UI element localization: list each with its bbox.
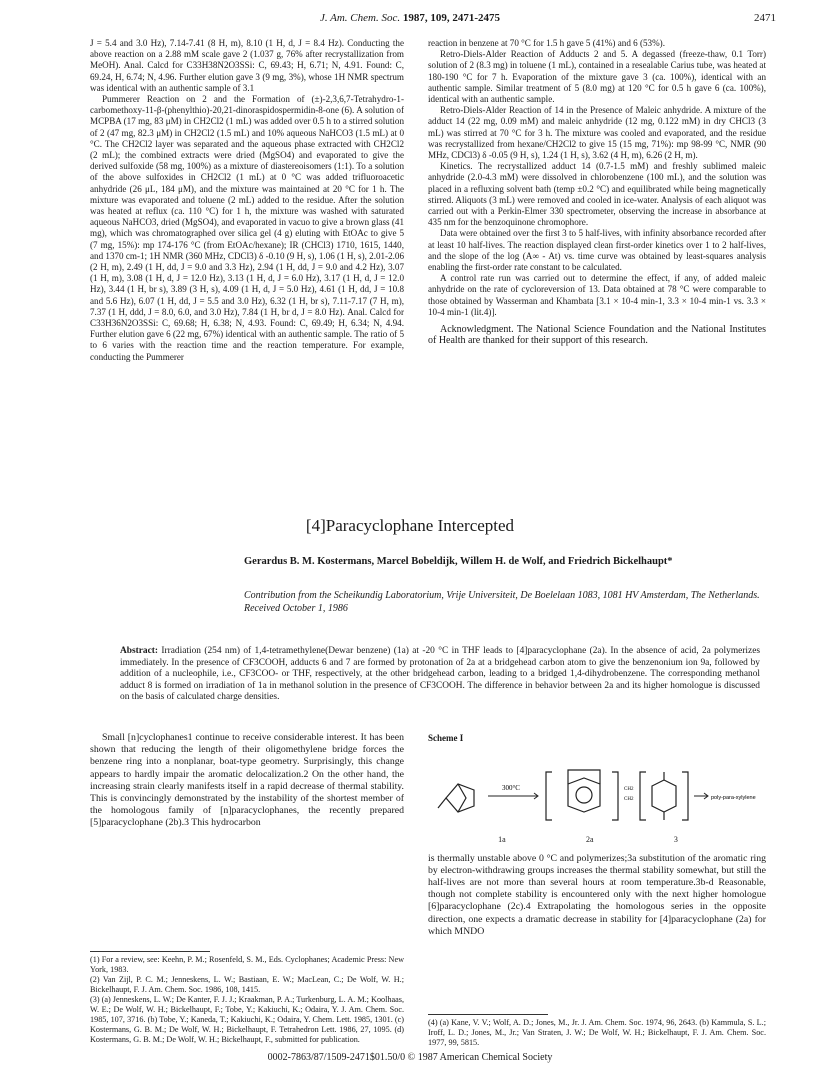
- footnotes-right: [428, 1018, 766, 1048]
- product-label: poly-para-xylylene: [711, 795, 756, 802]
- svg-text:CH2: CH2: [624, 797, 634, 803]
- footnote-rule-right: [428, 1014, 548, 1015]
- paragraph: Retro-Diels-Alder Reaction of 14 in the Presence of Maleic anhydride. A mixture of the adduct 14 (22 mg, 0.09 mM) and maleic anhydride (12 mg, 0.122 mM) in dry CHCl3 (3 mL) was stirred at 70 °C for 3 h. The mixture was cooled and evaporated, and the residue was recrystallized from hexane/CH2Cl2 to give 15 (15 mg, 71%): mp 98-99 °C, NMR (90 MHz, CDCl3) δ -0.05 (9 H, s), 1.24 (1 H, s), 3.62 (4 H, m), 6.26 (2 H, m).: [428, 105, 766, 161]
- compound-label: 2a: [585, 835, 594, 845]
- right-column-top: [428, 38, 766, 376]
- footnotes-left: [90, 955, 404, 1045]
- left-column-body: [90, 732, 404, 830]
- paragraph: Data were obtained over the first 3 to 5 half-lives, with infinity absorbance recorded after at least 10 half-lives. The reaction displayed clean first-order kinetics over 1 to 2 half-lives, and the slope of the log (A∞ - At) vs. time curve was obtained by least-squares analysis enabling the first-order rate constant to be calculated.: [428, 228, 766, 273]
- reaction-arrow-2: [694, 793, 708, 799]
- scheme-figure: [428, 750, 766, 830]
- bracket-left-2: [640, 772, 646, 820]
- body-paragraph: is thermally unstable above 0 °C and polymerizes;3a substitution of the aromatic ring by electron-withdrawing groups increases the thermal stability somewhat, but still the half-lives are not more than several hours at room temperature.3b-d Reasonable, though not complete stability is encountered only with the next higher homologue [6]paracyclophane (2c).4 Extrapolating the homologous series in the opposite direction, one expects a dramatic decrease in stability for [4]paracyclophane (2a) for which MNDO: [428, 852, 766, 937]
- dewar-benzene-structure: [438, 784, 474, 812]
- article-authors: Gerardus B. M. Kostermans, Marcel Bobeldijk, Willem H. de Wolf, and Friedrich Bickelhaupt*: [244, 556, 673, 567]
- paragraph: J = 5.4 and 3.0 Hz), 7.14-7.41 (8 H, m), 8.10 (1 H, d, J = 8.4 Hz). Conducting the above reaction on a 2.88 mM scale gave 2 (1.037 g, 76% after recrystallization from MeOH). Anal. Calcd for C33H38N2O3SSi: C, 69.43; H, 6.71; N, 4.91. Found: C, 69.24, H, 6.74; N, 4.96. Further elution gave 3 (9 mg, 3%), whose 1H NMR spectrum was identical with an authentic sample of 3.1: [90, 38, 404, 93]
- svg-text:CH2: CH2: [624, 787, 634, 793]
- footnote: (2) Van Zijl, P. C. M.; Jenneskens, L. W.; Bastiaan, E. W.; MacLean, C.; De Wolf, W. H.; Bickelhaupt, F. J. Am. Chem. Soc. 1986, 108, 1415.: [90, 975, 404, 994]
- xylylene-structure: [652, 772, 676, 820]
- journal-name: J. Am. Chem. Soc.: [319, 12, 401, 24]
- left-column-top: [90, 38, 404, 376]
- paracyclophane-structure: [568, 770, 600, 812]
- paragraph: Retro-Diels-Alder Reaction of Adducts 2 and 5. A degassed (freeze-thaw, 0.1 Torr) solution of 2 (8.3 mg) in toluene (1 mL), contained in a resealable Carius tube, was heated at 180-190 °C for 7 h. Evaporation of the mixture gave 3 (ca. 100%), identical with an authentic sample. Similar treatment of 5 (8.0 mg) at 120 °C for 0.5 h gave 6 (ca. 100%), identical with an authentic sample.: [428, 49, 766, 105]
- paragraph: Pummerer Reaction on 2 and the Formation of (±)-2,3,6,7-Tetrahydro-1-carbomethoxy-11-β-(phenylthio)-20,21-dinoraspidospermidin-8-one (6). A solution of MCPBA (17 mg, 83 μM) in CH2Cl2 (1 mL) was added over 0.5 h to a stirred solution of 2 (47 mg, 82.3 μM) in CH2Cl2 (1.5 mL) and 10% aqueous NaHCO3 (1.5 mL) at 0 °C. The CH2Cl2 layer was separated and the aqueous phase extracted with CH2Cl2 (2 mL); the combined extracts were dried (MgSO4) and evaporated to give the derived sulfoxide (58 mg, 100%) as a mixture of diastereoisomers (1:1). To a solution of the above sulfoxides in CH2Cl2 (1 mL) at 0 °C was added trifluoroacetic anhydride (26 μL, 184 μM), and the mixture was maintained at 20 °C for 1 h. The mixture was evaporated and toluene (2 mL) added to the residue. After the solution was heated at reflux (ca. 110 °C) for 1 h, the mixture was washed with saturated aqueous NaHCO3, dried (MgSO4), and evaporated in vacuo to give a brown glass (41 mg), which was chromatographed over silica gel (4 g) eluting with EtOAc to give 5 (7 mg, 15%): mp 174-176 °C (from EtOAc/hexane); IR (CHCl3) 1710, 1615, 1440, and 1370 cm-1; 1H NMR (360 MHz, CDCl3) δ -0.10 (9 H, s), 1.06 (1 H, s), 2.01-2.06 (2 H, m), 2.49 (1 H, dd, J = 9.0 and 3.3 Hz), 2.94 (1 H, dd, J = 9.0 and 4.2 Hz), 3.07 (1 H, m), 3.08 (1 H, d, J = 12.0 Hz), 3.13 (1 H, d, J = 6.0 Hz), 3.17 (1 H, d, J = 12.0 Hz), 3.44 (1 H, br s), 3.89 (3 H, s), 4.09 (1 H, d, J = 5.0 Hz), 4.61 (1 H, dd, J = 10.8 and 5.6 Hz), 6.07 (1 H, dd, J = 5.5 and 3.0 Hz), 6.32 (1 H, br s), 7.11-7.17 (7 H, m), 7.37 (1 H, ddd, J = 8.0, 6.0, and 3.0 Hz), 7.84 (1 H, br d, J = 8.0 Hz). Anal. Calcd for C33H36N2O3SSi: C, 69.68; H, 6.38; N, 4.93. Found: C, 69.49; H, 6.34; N, 4.94. Further elution gave 6 (22 mg, 67%) identical with an authentic sample. The ratio of 5 to 6 varies with the reaction time and the reaction temperature. For example, conducting the Pummerer: [90, 94, 404, 362]
- reaction-arrow-1: [488, 793, 538, 799]
- compound-label: 1a: [498, 835, 506, 845]
- footnote: (1) For a review, see: Keehn, P. M.; Rosenfeld, S. M., Eds. Cyclophanes; Academic Press: New York, 1983.: [90, 955, 404, 974]
- bracket-right-2: [682, 772, 688, 820]
- right-column-body: [428, 732, 766, 938]
- abstract: [120, 646, 760, 704]
- footnote: (3) (a) Jenneskens, L. W.; De Kanter, F. J. J.; Kraakman, P. A.; Turkenburg, L. A. M.; Koolhaas, W. E.; De Wolf, W. H.; Bickelhaupt, F.; Tobe, Y.; Kakiuchi, K.; Odaira, Y. J. Am. Chem. Soc. 1985, 107, 3716. (b) Tobe, Y.; Kaneda, T.; Kakiuchi, K.; Odaira, Y. Chem. Lett. 1985, 1301. (c) Kostermans, G. B. M.; De Wolf, W. H.; Bickelhaupt, F. Tetrahedron Lett. 1986, 27, 1095. (d) Kostermans, G. B. M.; De Wolf, W. H.; Bickelhaupt, F., submitted for publication.: [90, 995, 404, 1044]
- scheme-compound-labels: [458, 834, 718, 846]
- compound-label: 3: [673, 835, 678, 845]
- journal-year-volume: 1987, 109, 2471-2475: [402, 12, 501, 24]
- paragraph: A control rate run was carried out to determine the effect, if any, of added maleic anhydride on the rate of cycloreversion of 13. Data obtained at 78 °C were comparable to those obtained by Wasserman and Khambata [3.1 × 10-4 min-1, 3.3 × 10-4 min-1 vs. 3.3 × 10-4 min-1 (lit.4)].: [428, 273, 766, 317]
- footnote: (4) (a) Kane, V. V.; Wolf, A. D.; Jones, M., Jr. J. Am. Chem. Soc. 1974, 96, 2643. (b) Kammula, S. L.; Iroff, L. D.; Jones, M., Jr.; Van Straten, J. W.; De Wolf, W. H.; Bickelhaupt, F. J. Am. Chem. Soc. 1977, 99, 5815.: [428, 1018, 766, 1047]
- abstract-label: Abstract:: [120, 646, 159, 656]
- footnote-rule-left: [90, 951, 210, 952]
- page-number: 2471: [754, 12, 776, 24]
- acknowledgment: Acknowledgment. The National Science Foundation and the National Institutes of Health are thanked for their support of this research.: [428, 324, 766, 347]
- intro-paragraph: Small [n]cyclophanes1 continue to receive considerable interest. It has been shown that reducing the length of their oligomethylene bridge forces the benzene ring into a nonplanar, boat-type geometry. Surprisingly, this change appears to hardly impair the aromatic delocalization.2 On the other hand, the increasing strain clearly manifests itself in a rapid decrease of thermal stability. This is convincingly demonstrated by the instability of the shortest member of the homologous family of [n]paracyclophanes, the recently prepared [5]paracyclophane (2b).3 This hydrocarbon: [90, 732, 404, 829]
- article-affiliation: Contribution from the Scheikundig Laboratorium, Vrije Universiteit, De Boelelaan 1083, 1081 HV Amsterdam, The Netherlands. Received October 1, 1986: [244, 590, 760, 614]
- scheme-label: Scheme I: [428, 733, 464, 743]
- paragraph: Kinetics. The recrystallized adduct 14 (0.7-1.5 mM) and freshly sublimed maleic anhydride (2.0-4.3 mM) were dissolved in chlorobenzene (100 mL), and the solution was placed in a refluxing solvent bath (temp ±0.2 °C) and equilibrated while being magnetically stirred. Aliquots (3 mL) were removed and cooled in ice-water. Analysis of each aliquot was carried out with a Perkin-Elmer 330 spectrometer, observing the increase in absorbance at 435 nm for the benzoquinone chromophore.: [428, 161, 766, 228]
- article-title: [4]Paracyclophane Intercepted: [305, 516, 515, 535]
- bracket-left: [546, 772, 552, 820]
- bracket-right: [612, 772, 618, 820]
- abstract-text: Irradiation (254 nm) of 1,4-tetramethylene(Dewar benzene) (1a) at -20 °C in THF leads to [4]paracyclophane (2a). In the absence of acid, 2a polymerizes immediately. In the presence of CF3COOH, adducts 6 and 7 are formed by protonation of 2a at a bridgehead carbon atom to give the benzenonium ion 9a, followed by addition of a nucleophile, i.e., CF3COO- or THF, respectively, at the other bridgehead carbon, leading to a bridged 1,4-dihydrobenzene. The corresponding methanol adduct 8 is formed on irradiation of 1a in methanol solution in the presence of CF3COOH. The difference in behavior between 2a and its higher homologue is discussed on the basis of calculated charge densities.: [120, 646, 760, 702]
- running-header: [0, 12, 820, 24]
- arrow-label: 300°C: [502, 784, 520, 793]
- paragraph: reaction in benzene at 70 °C for 1.5 h gave 5 (41%) and 6 (53%).: [428, 38, 665, 48]
- page-footer: 0002-7863/87/1509-2471$01.50/0 © 1987 American Chemical Society: [267, 1052, 553, 1063]
